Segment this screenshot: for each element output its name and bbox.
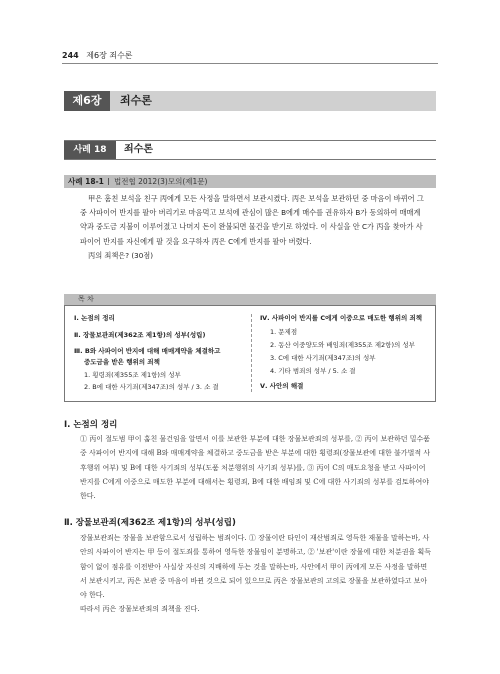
toc-subitem: 3. C에 대한 사기죄(제347조)의 성부: [270, 354, 376, 362]
sub-case-source: 법전협 2012(3)모의(제1문): [114, 177, 208, 186]
toc-subitem: 1. 문제점: [270, 328, 298, 336]
toc-subitem: 2. B에 대한 사기죄(제347조)의 성부 / 3. 소 결: [84, 383, 219, 391]
toc-item: Ⅰ. 논점의 정리: [74, 314, 115, 322]
case-banner: [64, 140, 436, 160]
sub-case-separator: [108, 178, 109, 185]
toc-label-bar: [64, 294, 436, 305]
toc-item: Ⅴ. 사안의 해결: [260, 382, 304, 390]
section-paragraph: ① 丙이 절도범 甲이 훔친 물건임을 알면서 이를 보관한 부분에 대한 장물보관죄의 성부를, ② 丙이 보관하던 밀수품 중 사파이어 반지에 대해 B와 매매계약을 체결하고 중도금을 받은 부분에 대한 횡령죄(장물보관에 대한 불가벌적 사후행위 여부) 및 B에 대한 사기죄의 성부(도품 처분행위의 사기죄 성부)를, ③ 丙이 C의 매도요청을 받고 사파이어 반지를 C에게 이중으로 매도한 부분에 대해서는 횡령죄, B에 대한 배임죄 및 C에 대한 사기죄의 성부를 검토하여야 한다.: [80, 435, 431, 501]
case-title: 죄수론: [124, 144, 153, 155]
toc-divider: [251, 314, 252, 392]
chapter-banner: [64, 91, 436, 111]
toc-item: Ⅲ. B와 사파이어 반지에 대해 매매계약을 체결하고: [74, 347, 221, 355]
section-title-1: Ⅰ. 논점의 정리: [64, 420, 118, 430]
case-body: 甲은 훔친 보석을 친구 丙에게 모든 사정을 말하면서 보관시켰다. 丙은 보석을 보관하던 중 마음이 바뀌어 그중 사파이어 반지를 팔아 버리기로 마음먹고 보석에 관심이 많은 B에게 매수를 권유하자 B가 동의하여 매매계약과 중도금 지불이 이루어졌고 나머지 돈이 완불되면 물건을 받기로 하였다. 이 사실을 안 C가 丙을 찾아가 사파이어 반지를 자신에게 팔 것을 요구하자 丙은 C에게 반지를 팔아 버렸다.: [80, 194, 424, 246]
chapter-title: 죄수론: [120, 94, 152, 107]
section-body-1: [80, 432, 432, 503]
sub-case-banner: [64, 175, 436, 188]
section-body-2: [80, 531, 432, 617]
chapter-number: 제6장: [64, 91, 110, 111]
header-rule: [62, 63, 438, 64]
section-title-2: Ⅱ. 장물보관죄(제362조 제1항)의 성부(성립): [64, 518, 236, 528]
toc-item: Ⅱ. 장물보관죄(제362조 제1항)의 성부(성립): [74, 331, 206, 339]
section-paragraph: 장물보관죄는 장물을 보관함으로서 성립하는 범죄이다. ① 장물이란 타인이 재산범죄로 영득한 재물을 말하는바, 사안의 사파이어 반지는 甲 등이 절도죄를 통하여 영득한 장물임이 분명하고, ② '보관'이란 장물에 대한 처분권을 획득함이 없이 점유를 이전받아 사실상 자신의 지배하에 두는 것을 말하는바, 사안에서 甲이 丙에게 모든 사정을 말하면서 보관시키고, 丙은 보관 중 마음이 바뀐 것으로 되어 있으므로 丙은 장물보관의 고의로 장물을 보관하였다고 보아야 한다.: [80, 534, 431, 600]
sub-case-number: 사례 18-1: [68, 177, 104, 186]
toc-subitem: 2. 동산 이중양도와 배임죄(제355조 제2항)의 성부: [270, 341, 415, 349]
running-header: [62, 50, 133, 61]
case-facts: [80, 192, 424, 249]
toc-subitem: 1. 횡령죄(제355조 제1항)의 성부: [84, 371, 181, 379]
toc-item: 중도금을 받은 행위의 죄책: [84, 358, 160, 366]
section-conclusion: 따라서 丙은 장물보관죄의 죄책을 진다.: [80, 605, 200, 614]
page-number: 244: [62, 51, 79, 60]
chapter-reference: 제6장 죄수론: [86, 51, 133, 60]
toc-item: Ⅳ. 사파이어 반지를 C에게 이중으로 매도한 행위의 죄책: [260, 314, 423, 322]
toc-subitem: 4. 기타 범죄의 성부 / 5. 소 결: [270, 367, 356, 375]
case-question: 丙의 죄책은? (30점): [88, 251, 154, 260]
case-number: 사례 18: [64, 141, 116, 159]
toc-label: 목 차: [78, 295, 94, 303]
